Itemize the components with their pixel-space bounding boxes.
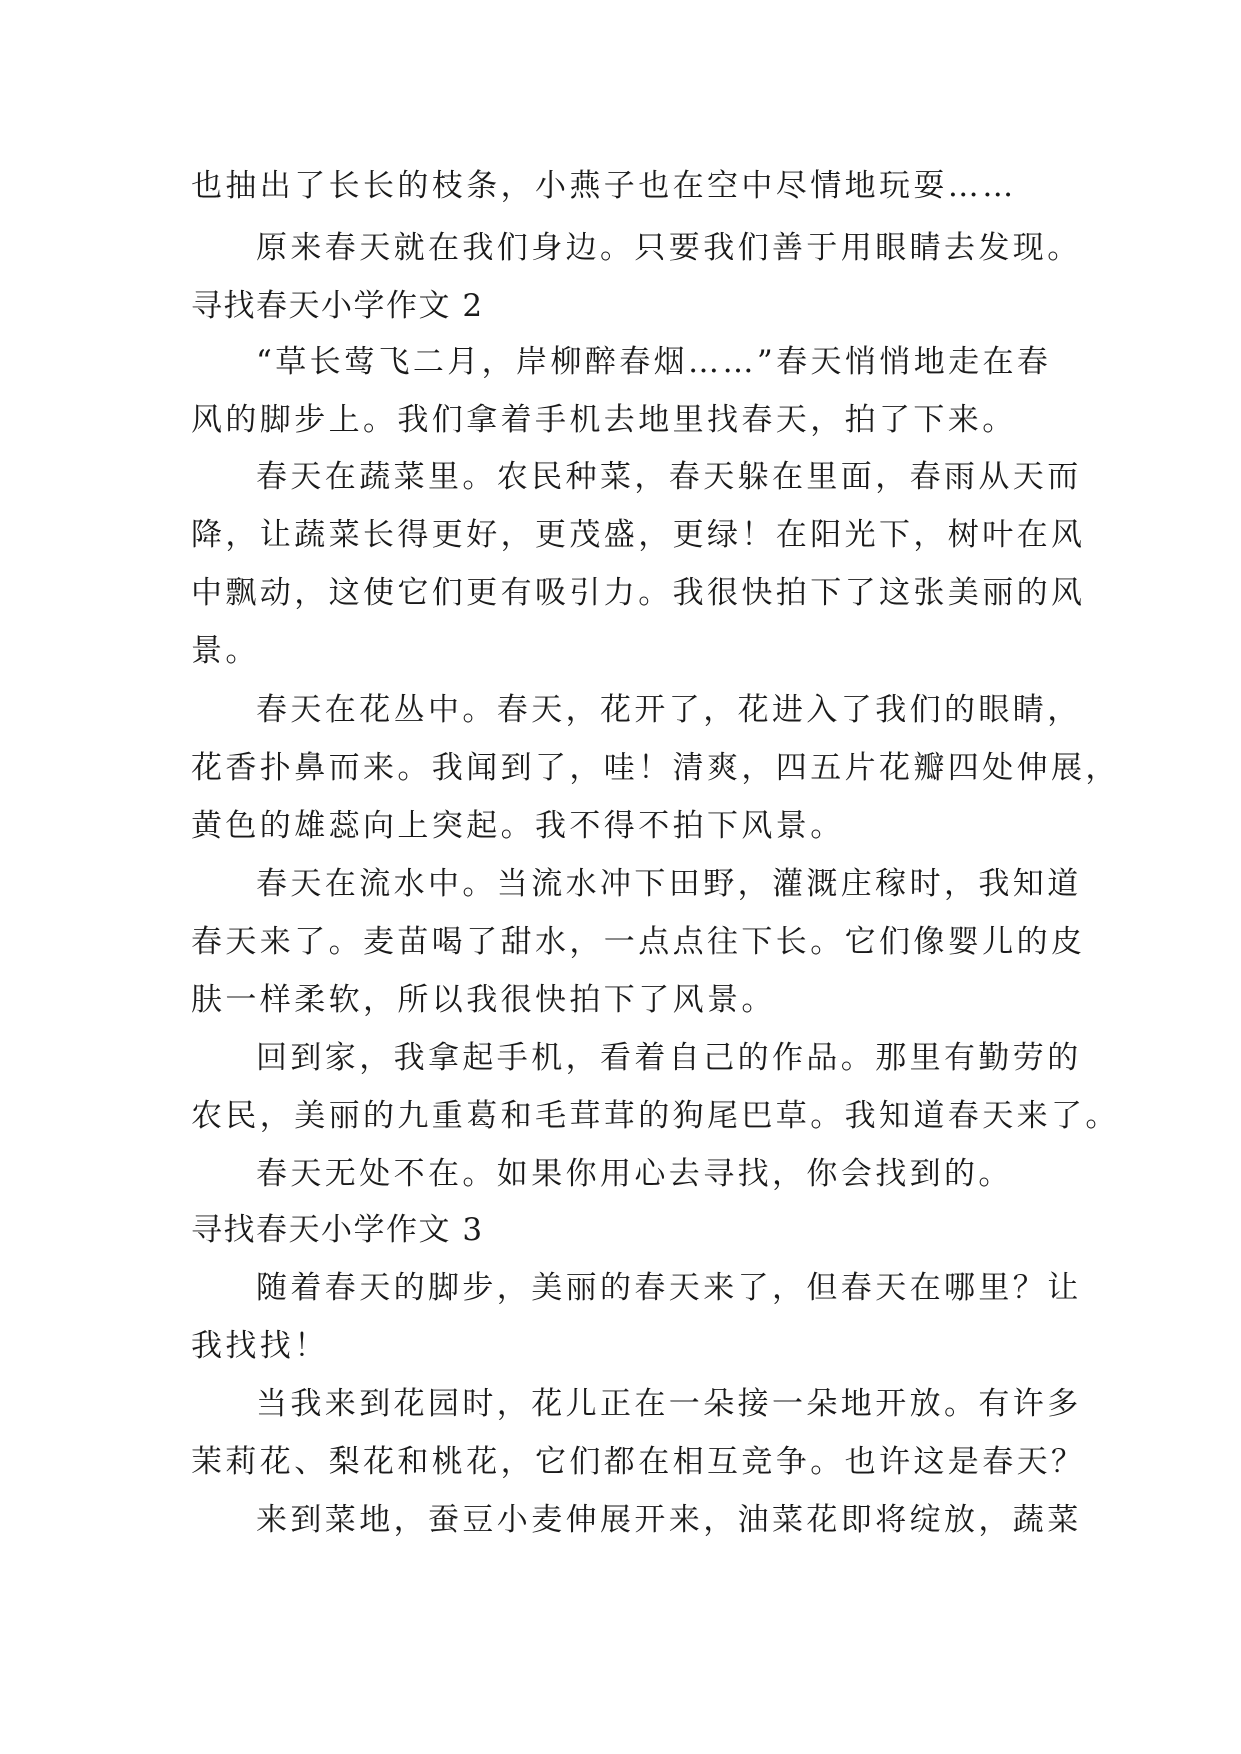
paragraph-line: 来到菜地，蚕豆小麦伸展开来，油菜花即将绽放，蔬菜 bbox=[256, 1502, 1082, 1538]
body-line: 茉莉花、梨花和桃花，它们都在相互竞争。也许这是春天？ bbox=[191, 1444, 1086, 1480]
paragraph-line: “草长莺飞二月，岸柳醉春烟……”春天悄悄地走在春 bbox=[256, 344, 1052, 380]
paragraph-line: 春天在花丛中。春天，花开了，花进入了我们的眼睛， bbox=[256, 692, 1082, 728]
section-heading: 寻找春天小学作文 3 bbox=[191, 1212, 484, 1248]
paragraph-line: 原来春天就在我们身边。只要我们善于用眼睛去发现。 bbox=[256, 230, 1082, 266]
paragraph-line: 当我来到花园时，花儿正在一朵接一朵地开放。有许多 bbox=[256, 1386, 1082, 1422]
paragraph-line: 春天在蔬菜里。农民种菜，春天躲在里面，春雨从天而 bbox=[256, 459, 1082, 495]
paragraph-line: 春天无处不在。如果你用心去寻找，你会找到的。 bbox=[256, 1156, 1013, 1192]
paragraph-line: 春天在流水中。当流水冲下田野，灌溉庄稼时，我知道 bbox=[256, 866, 1082, 902]
body-line: 风的脚步上。我们拿着手机去地里找春天，拍了下来。 bbox=[191, 402, 1017, 438]
body-line: 黄色的雄蕊向上突起。我不得不拍下风景。 bbox=[191, 808, 845, 844]
body-line: 中飘动，这使它们更有吸引力。我很快拍下了这张美丽的风 bbox=[191, 575, 1086, 611]
paragraph-line: 随着春天的脚步，美丽的春天来了，但春天在哪里？让 bbox=[256, 1270, 1082, 1306]
body-line: 花香扑鼻而来。我闻到了，哇！清爽，四五片花瓣四处伸展， bbox=[191, 750, 1120, 786]
body-line: 我找找！ bbox=[191, 1328, 329, 1364]
body-line: 降，让蔬菜长得更好，更茂盛，更绿！在阳光下，树叶在风 bbox=[191, 517, 1086, 553]
paragraph-line: 回到家，我拿起手机，看着自己的作品。那里有勤劳的 bbox=[256, 1040, 1082, 1076]
body-line: 春天来了。麦苗喝了甜水，一点点往下长。它们像婴儿的皮 bbox=[191, 924, 1086, 960]
section-heading: 寻找春天小学作文 2 bbox=[191, 288, 484, 324]
body-line: 也抽出了长长的枝条，小燕子也在空中尽情地玩耍…… bbox=[191, 168, 1017, 204]
body-line: 景。 bbox=[191, 633, 260, 669]
body-line: 肤一样柔软，所以我很快拍下了风景。 bbox=[191, 982, 776, 1018]
body-line: 农民，美丽的九重葛和毛茸茸的狗尾巴草。我知道春天来了。 bbox=[191, 1098, 1120, 1134]
